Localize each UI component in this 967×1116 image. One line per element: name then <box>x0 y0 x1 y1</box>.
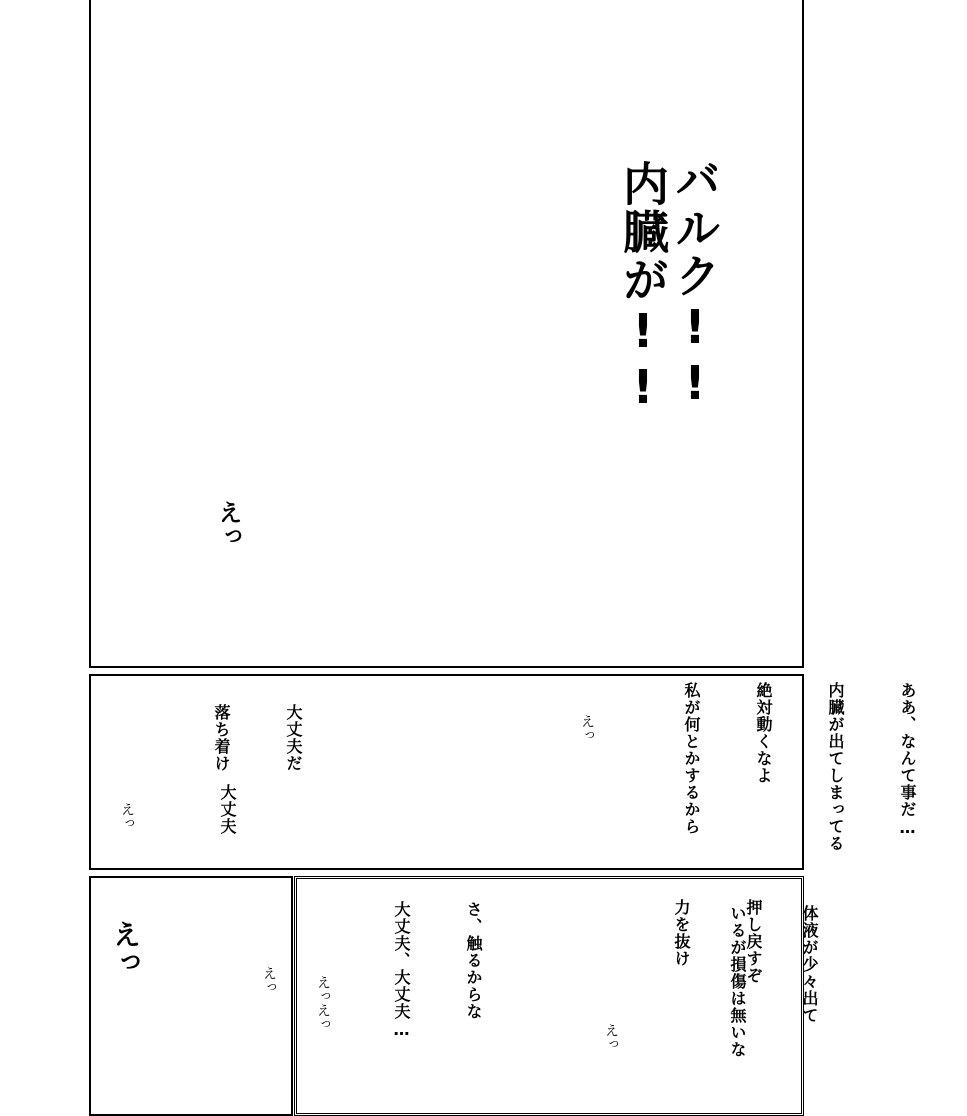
speech-calm-down <box>161 704 353 784</box>
shout-balk: バルク!! <box>668 156 722 412</box>
speech-line: ああ、なんて事だ… <box>898 682 917 838</box>
panel-top <box>89 0 804 668</box>
sfx-eh: えっ <box>261 966 277 994</box>
speech-line: 大丈夫、大丈夫… <box>392 901 411 1040</box>
speech-line: いるが損傷は無いな <box>728 905 747 1058</box>
sfx-eh: えっ <box>119 802 135 830</box>
shout-organs: 内臓が!! <box>616 160 670 416</box>
speech-line: 私が何とかするから <box>682 682 701 835</box>
speech-oh-no <box>631 682 967 852</box>
panel-bottom-left <box>89 876 293 1116</box>
speech-its-ok: 大丈夫 <box>218 784 237 835</box>
speech-line: 体液が少々出て <box>800 905 819 1024</box>
speech-line: 内臓が出てしまってる <box>826 682 845 852</box>
speech-push-back <box>621 899 813 984</box>
speech-line: さ、触るからな <box>464 901 483 1020</box>
panel-middle <box>89 674 917 870</box>
sfx-eh-eh: えっえっ <box>315 975 331 1031</box>
speech-touching <box>341 901 533 1040</box>
panel-bottom-right <box>294 876 819 1116</box>
sfx-eh: えっ <box>579 714 595 742</box>
sfx-eh: えっ <box>214 500 242 548</box>
sfx-eh-large: えっ <box>109 920 142 976</box>
speech-line: 落ち着け <box>212 704 231 772</box>
speech-line: 大丈夫だ <box>284 704 303 772</box>
speech-line: 力を抜け <box>672 899 691 967</box>
sfx-eh: えっ <box>603 1023 619 1051</box>
speech-line: 押し戻すぞ <box>744 899 763 984</box>
speech-line: 絶対動くなよ <box>754 682 773 784</box>
